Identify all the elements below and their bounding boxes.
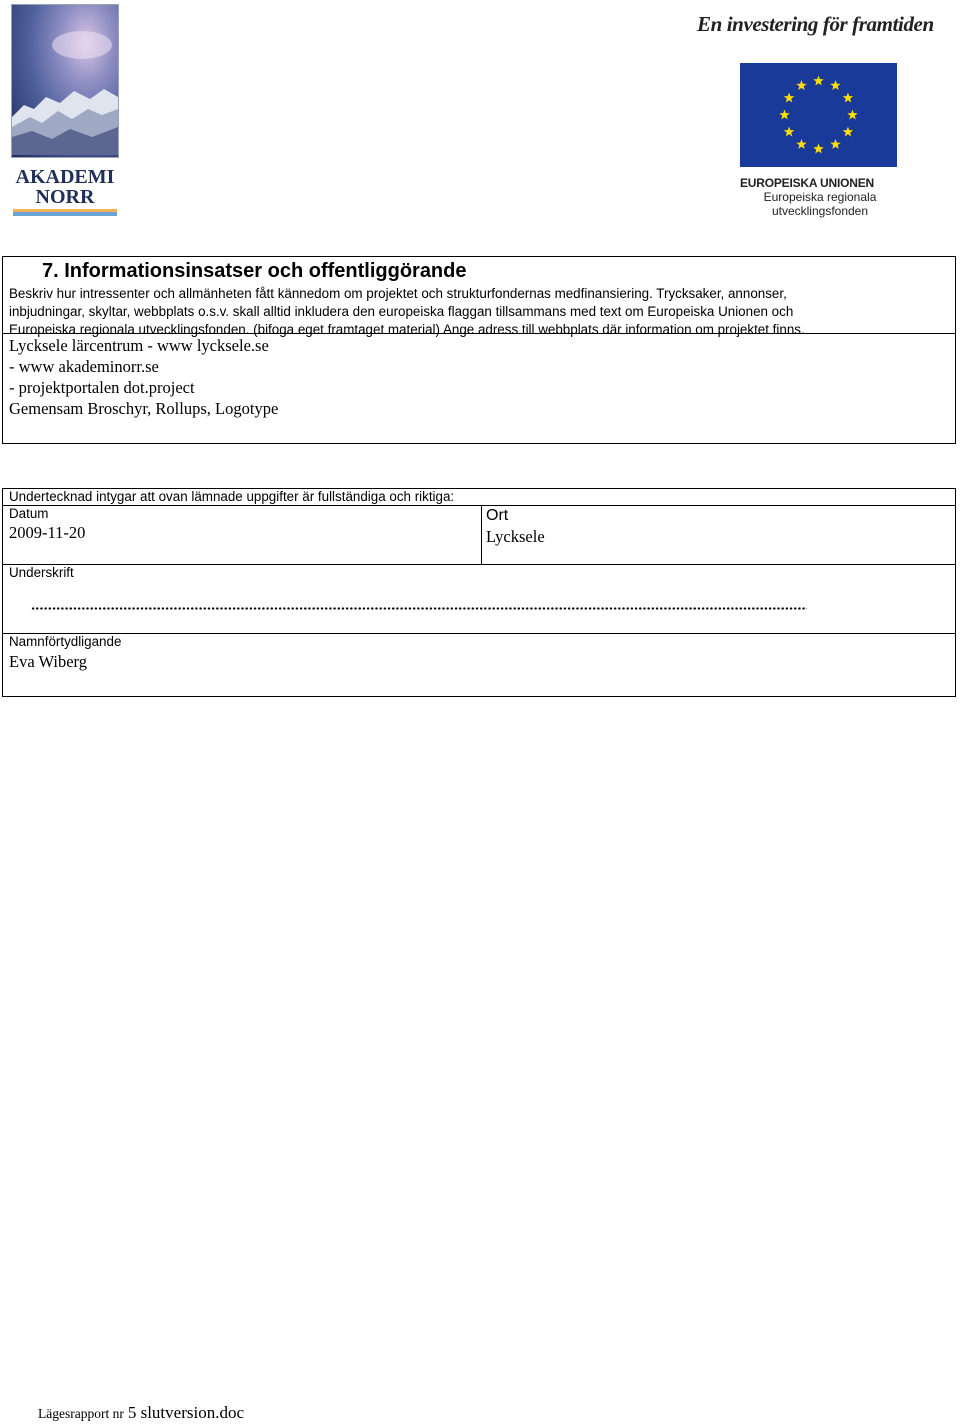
signature-box bbox=[2, 488, 956, 697]
ort-label: Ort bbox=[486, 507, 509, 524]
akademi-wordmark-line1: AKADEMI bbox=[15, 166, 115, 188]
answer-line: - projektportalen dot.project bbox=[9, 378, 195, 397]
answer-line: Lycksele lärcentrum - www lycksele.se bbox=[9, 336, 269, 355]
eu-star-icon bbox=[784, 127, 794, 137]
section-answer[interactable] bbox=[9, 335, 278, 419]
namn-label: Namnförtydligande bbox=[9, 634, 122, 649]
page-footer bbox=[38, 1403, 244, 1423]
answer-line: - www akademinorr.se bbox=[9, 357, 159, 376]
divider bbox=[3, 333, 955, 334]
namn-value[interactable]: Eva Wiberg bbox=[9, 652, 87, 671]
section-description bbox=[9, 285, 939, 339]
eu-caption-line3: utvecklingsfonden bbox=[771, 204, 869, 218]
akademi-norr-logo bbox=[11, 4, 119, 216]
eu-star-icon bbox=[847, 110, 857, 120]
footer-part2: 5 slutversion.doc bbox=[127, 1403, 244, 1422]
signature-line[interactable] bbox=[31, 607, 807, 610]
description-line: Beskriv hur intressenter och allmänheten fått kännedom om projektet och strukturfondernas medfinansiering. Trycksaker, annonser, bbox=[9, 286, 787, 301]
signature-title: Undertecknad intygar att ovan lämnade uppgifter är fullständiga och riktiga: bbox=[9, 489, 455, 504]
eu-star-icon bbox=[813, 144, 823, 154]
section-7-box bbox=[2, 256, 956, 444]
eu-star-icon bbox=[784, 93, 794, 103]
eu-caption bbox=[740, 176, 900, 218]
description-line: inbjudningar, skyltar, webbplats o.s.v. skall alltid inkludera den europeiska flaggan tillsammans med text om Europeiska Unionen och bbox=[9, 304, 794, 319]
eu-star-icon bbox=[843, 127, 853, 137]
divider bbox=[3, 633, 955, 634]
akademi-norr-wordmark bbox=[11, 167, 119, 207]
ort-value[interactable]: Lycksele bbox=[486, 527, 545, 546]
eu-star-icon bbox=[843, 93, 853, 103]
footer-part1: Lägesrapport nr bbox=[38, 1406, 124, 1421]
answer-line: Gemensam Broschyr, Rollups, Logotype bbox=[9, 399, 279, 418]
datum-cell[interactable] bbox=[3, 506, 482, 564]
description-line: Europeiska regionala utvecklingsfonden. (bifoga eget framtaget material) Ange adress till webbplats där information om projektet finns. bbox=[9, 322, 805, 337]
eu-star-icon bbox=[813, 76, 823, 86]
eu-star-icon bbox=[779, 110, 789, 120]
eu-star-icon bbox=[830, 80, 840, 90]
eu-caption-line2: Europeiska regionala bbox=[763, 190, 877, 204]
akademi-color-bar bbox=[13, 209, 117, 216]
aurora-mountain-image bbox=[11, 4, 119, 158]
eu-star-icon bbox=[830, 139, 840, 149]
eu-star-icon bbox=[796, 139, 806, 149]
eu-flag-icon bbox=[740, 63, 897, 167]
underskrift-label: Underskrift bbox=[9, 565, 74, 580]
eu-caption-line1: EUROPEISKA UNIONEN bbox=[740, 176, 874, 190]
datum-label: Datum bbox=[9, 506, 49, 521]
datum-value: 2009-11-20 bbox=[9, 523, 86, 542]
eu-tagline: En investering för framtiden bbox=[697, 12, 934, 36]
divider bbox=[3, 564, 955, 565]
eu-star-icon bbox=[796, 80, 806, 90]
section-title: 7. Informationsinsatser och offentliggörande bbox=[42, 260, 467, 282]
akademi-wordmark-line2: NORR bbox=[35, 186, 95, 208]
